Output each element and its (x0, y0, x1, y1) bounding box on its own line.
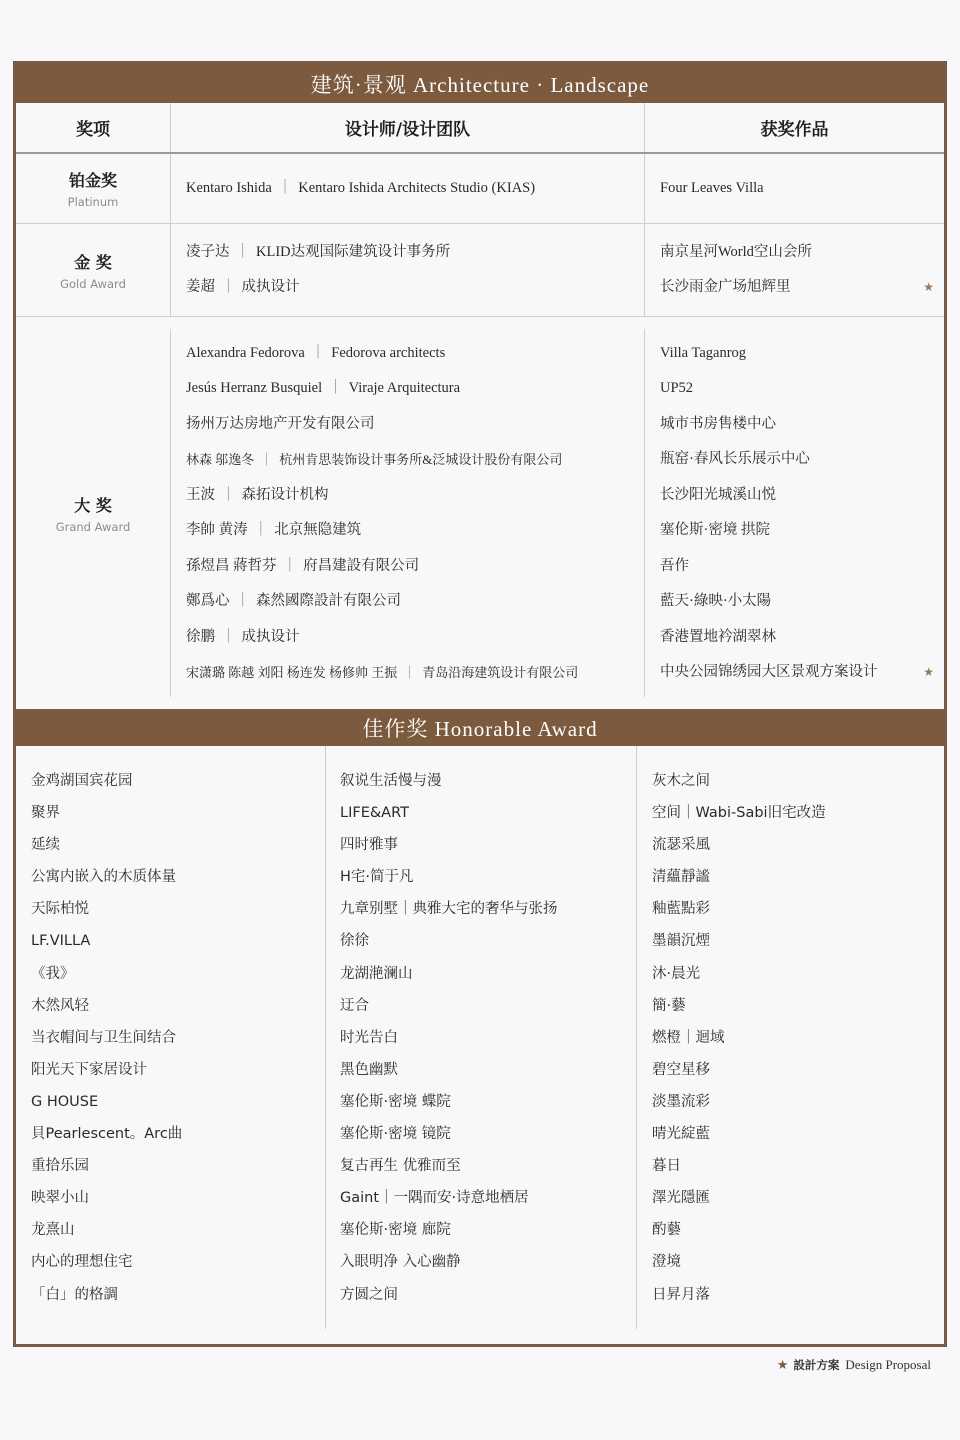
separator: ｜ (403, 665, 417, 680)
award-english: Gold Award (60, 276, 126, 291)
honorable-item: 日昇月落 (652, 1286, 710, 1303)
designer-name: 宋潇璐 陈越 刘阳 杨连发 杨修帅 王振 (186, 665, 398, 680)
honorable-item: 晴光綻藍 (652, 1126, 710, 1143)
work-title (660, 235, 934, 271)
award-name: 金 奖 (74, 252, 112, 272)
honorable-item: 塞伦斯·密境 廊院 (340, 1222, 451, 1239)
work-name: UP52 (660, 380, 694, 396)
row-grand (16, 317, 944, 709)
honorable-item: 映翠小山 (31, 1190, 89, 1207)
separator: ｜ (310, 344, 326, 361)
honorable-item: 貝Pearlescent。Arc曲 (31, 1126, 183, 1143)
designer-entry (186, 171, 644, 207)
work-name: 藍天·綠映·小太陽 (660, 593, 772, 609)
honorable-item: 《我》 (31, 965, 75, 982)
honorable-item: 清蘊靜謐 (652, 869, 710, 886)
designer-name: 林森 邬逸冬 (186, 452, 255, 467)
awards-table (16, 103, 944, 709)
work-title (660, 336, 934, 372)
work-name: 香港置地衿湖翠林 (660, 628, 776, 645)
team-name: 青岛沿海建筑设计有限公司 (422, 665, 579, 680)
honorable-item: 塞伦斯·密境 蝶院 (340, 1093, 451, 1110)
header-award: 奖项 (16, 103, 171, 152)
awards-frame (13, 61, 947, 1347)
separator: ｜ (282, 557, 298, 574)
footer-label (777, 1357, 931, 1373)
row-platinum (16, 154, 944, 224)
honorable-item: 酌藝 (652, 1222, 681, 1239)
work-title (660, 513, 934, 549)
work-title (660, 584, 934, 620)
work-name: Villa Taganrog (660, 344, 747, 361)
honorable-item: 内心的理想住宅 (31, 1254, 133, 1271)
honorable-item: 沐·晨光 (652, 965, 701, 982)
header-designer: 设计师/设计团队 (171, 103, 645, 152)
honorable-item: G HOUSE (31, 1093, 99, 1110)
designer-name: 姜超 (186, 279, 215, 295)
honorable-item: 灰木之间 (652, 773, 710, 789)
honorable-item: 淡墨流彩 (652, 1093, 710, 1110)
designer-entry (186, 270, 644, 306)
star-icon: ★ (776, 1357, 789, 1372)
footer-chinese: 設計方案 (793, 1358, 840, 1372)
work-title: Four Leaves Villa (660, 179, 764, 196)
honorable-item: 公寓内嵌入的木质体量 (31, 869, 176, 886)
honorable-item: 方圆之间 (340, 1286, 398, 1303)
star-icon: ★ (923, 280, 934, 294)
work-title (660, 407, 934, 443)
designer-name: 扬州万达房地产开发有限公司 (186, 415, 375, 432)
honorable-item: 迂合 (340, 997, 369, 1014)
honorable-item: H宅·简于凡 (340, 869, 414, 886)
designer-name: 孫煜昌 蔣哲芬 (186, 557, 277, 574)
designer-entry (186, 442, 644, 478)
honorable-item: 暮日 (652, 1158, 681, 1175)
designer-entry (186, 655, 644, 691)
honorable-item: 澤光隱匯 (652, 1190, 710, 1207)
team-name: KLID达观国际建筑设计事务所 (256, 243, 451, 260)
award-cell (16, 329, 171, 697)
work-cell (645, 224, 944, 316)
designer-entry (186, 407, 644, 443)
designer-cell (171, 224, 645, 316)
designer-cell (171, 329, 645, 697)
honorable-item: LF.VILLA (31, 933, 91, 950)
award-name: 铂金奖 (68, 171, 117, 190)
honorable-item: 澄境 (652, 1254, 681, 1271)
work-title (660, 270, 934, 306)
honorable-item: 空间｜Wabi-Sabi旧宅改造 (652, 805, 826, 822)
separator: ｜ (253, 522, 269, 538)
honorable-item: LIFE&ART (340, 805, 409, 822)
team-name: Kentaro Ishida Architects Studio (KIAS) (298, 179, 536, 196)
work-name: 城市书房售楼中心 (660, 415, 776, 432)
work-name: 吾作 (660, 557, 689, 574)
designer-name: Alexandra Fedorova (186, 344, 305, 361)
work-cell (645, 154, 944, 223)
designer-entry (186, 336, 644, 372)
team-name: 成执设计 (241, 279, 300, 295)
work-title (660, 549, 934, 585)
designer-name: 李帥 黄涛 (186, 522, 248, 538)
designer-name: 鄭爲心 (186, 593, 230, 609)
honorable-item: 天际柏悦 (31, 901, 89, 918)
award-english: Grand Award (55, 519, 131, 534)
separator: ｜ (235, 243, 250, 260)
work-title (660, 655, 934, 691)
award-cell (16, 154, 171, 223)
team-name: 成执设计 (241, 628, 300, 645)
honorable-item: 时光告白 (340, 1029, 398, 1046)
row-gold (16, 224, 944, 317)
honorable-column-2 (326, 746, 637, 1329)
honorable-item: 「白」的格調 (31, 1286, 118, 1303)
honorable-item: 流瑟采風 (652, 837, 710, 854)
designer-name: 徐鹏 (186, 628, 215, 645)
work-name: 长沙阳光城溪山悦 (660, 486, 776, 503)
honorable-item: 燃橙｜迴域 (652, 1029, 725, 1046)
honorable-item: 徐徐 (340, 933, 369, 950)
honorable-item: 龙熹山 (31, 1222, 75, 1239)
separator: ｜ (328, 380, 343, 396)
team-name: 府昌建設有限公司 (303, 557, 420, 574)
honorable-item: 碧空星移 (652, 1061, 710, 1078)
header-work: 获奖作品 (760, 120, 829, 140)
honorable-item: 四时雅事 (340, 837, 398, 854)
designer-entry (186, 584, 644, 620)
designer-entry (186, 513, 644, 549)
team-name: Viraje Arquitectura (348, 380, 461, 396)
work-title (660, 371, 934, 407)
table-header (16, 103, 944, 154)
footer-english: Design Proposal (845, 1357, 931, 1372)
honorable-item: 聚界 (31, 805, 60, 822)
team-name: 森拓设计机构 (241, 486, 329, 503)
designer-name: 王波 (186, 486, 215, 503)
team-name: 北京無隐建筑 (274, 522, 362, 538)
honorable-list (16, 746, 944, 1329)
star-icon: ★ (923, 665, 934, 679)
honorable-item: 入眼明净 入心幽静 (340, 1254, 461, 1271)
honorable-item: 阳光天下家居设计 (31, 1061, 147, 1078)
separator: ｜ (277, 179, 293, 196)
award-cell (16, 224, 171, 316)
designer-entry (186, 620, 644, 656)
honorable-item: 黑色幽默 (340, 1061, 398, 1078)
team-name: Fedorova architects (331, 344, 446, 361)
honorable-item: 复古再生 优雅而至 (340, 1158, 461, 1175)
designer-entry (186, 235, 644, 271)
award-english: Platinum (67, 195, 119, 209)
honorable-item: 龙湖滟澜山 (340, 965, 413, 982)
honorable-item: 当衣帽间与卫生间结合 (31, 1029, 176, 1046)
work-name: 南京星河World空山会所 (660, 243, 812, 260)
work-title (660, 442, 934, 478)
separator: ｜ (260, 452, 274, 467)
designer-name: Kentaro Ishida (186, 179, 272, 196)
separator: ｜ (221, 628, 236, 645)
honorable-item: 木然风轻 (31, 997, 89, 1014)
designer-name: Jesús Herranz Busquiel (186, 380, 323, 396)
designer-name: 凌子达 (186, 243, 230, 260)
honorable-item: 叙说生活慢与漫 (340, 773, 442, 789)
work-title (660, 478, 934, 514)
team-name: 杭州肯思装饰设计事务所&泛城设计股份有限公司 (279, 452, 563, 467)
honorable-item: Gaint｜一隅而安·诗意地栖居 (340, 1190, 529, 1207)
separator: ｜ (221, 486, 236, 503)
work-cell (645, 329, 944, 697)
separator: ｜ (235, 593, 250, 609)
honorable-item: 九章别墅｜典雅大宅的奢华与张扬 (340, 901, 558, 918)
designer-cell (171, 154, 645, 223)
separator: ｜ (221, 279, 236, 295)
designer-entry (186, 371, 644, 407)
honorable-item: 金鸡湖国宾花园 (31, 773, 133, 789)
honorable-column-1 (16, 746, 326, 1329)
team-name: 森然國際設計有限公司 (256, 593, 401, 609)
honorable-column-3 (637, 746, 944, 1329)
honorable-item: 塞伦斯·密境 镜院 (340, 1126, 451, 1143)
designer-entry (186, 549, 644, 585)
section-title-honorable: 佳作奖 Honorable Award (16, 709, 944, 746)
work-name: 中央公园锦绣园大区景观方案设计 (660, 664, 878, 680)
honorable-item: 簡·藝 (652, 997, 686, 1014)
award-name: 大 奖 (74, 495, 112, 515)
honorable-item: 釉藍點彩 (652, 901, 710, 918)
designer-entry (186, 478, 644, 514)
honorable-item: 墨韻沉煙 (652, 933, 710, 950)
work-title (660, 620, 934, 656)
work-name: 瓶窑·春风长乐展示中心 (660, 451, 810, 467)
work-name: 塞伦斯·密境 拱院 (660, 522, 770, 538)
section-title-architecture: 建筑·景观 Architecture · Landscape (16, 64, 944, 103)
honorable-item: 重拾乐园 (31, 1158, 89, 1175)
honorable-item: 延续 (31, 837, 60, 854)
work-name: 长沙雨金广场旭辉里 (660, 279, 791, 295)
